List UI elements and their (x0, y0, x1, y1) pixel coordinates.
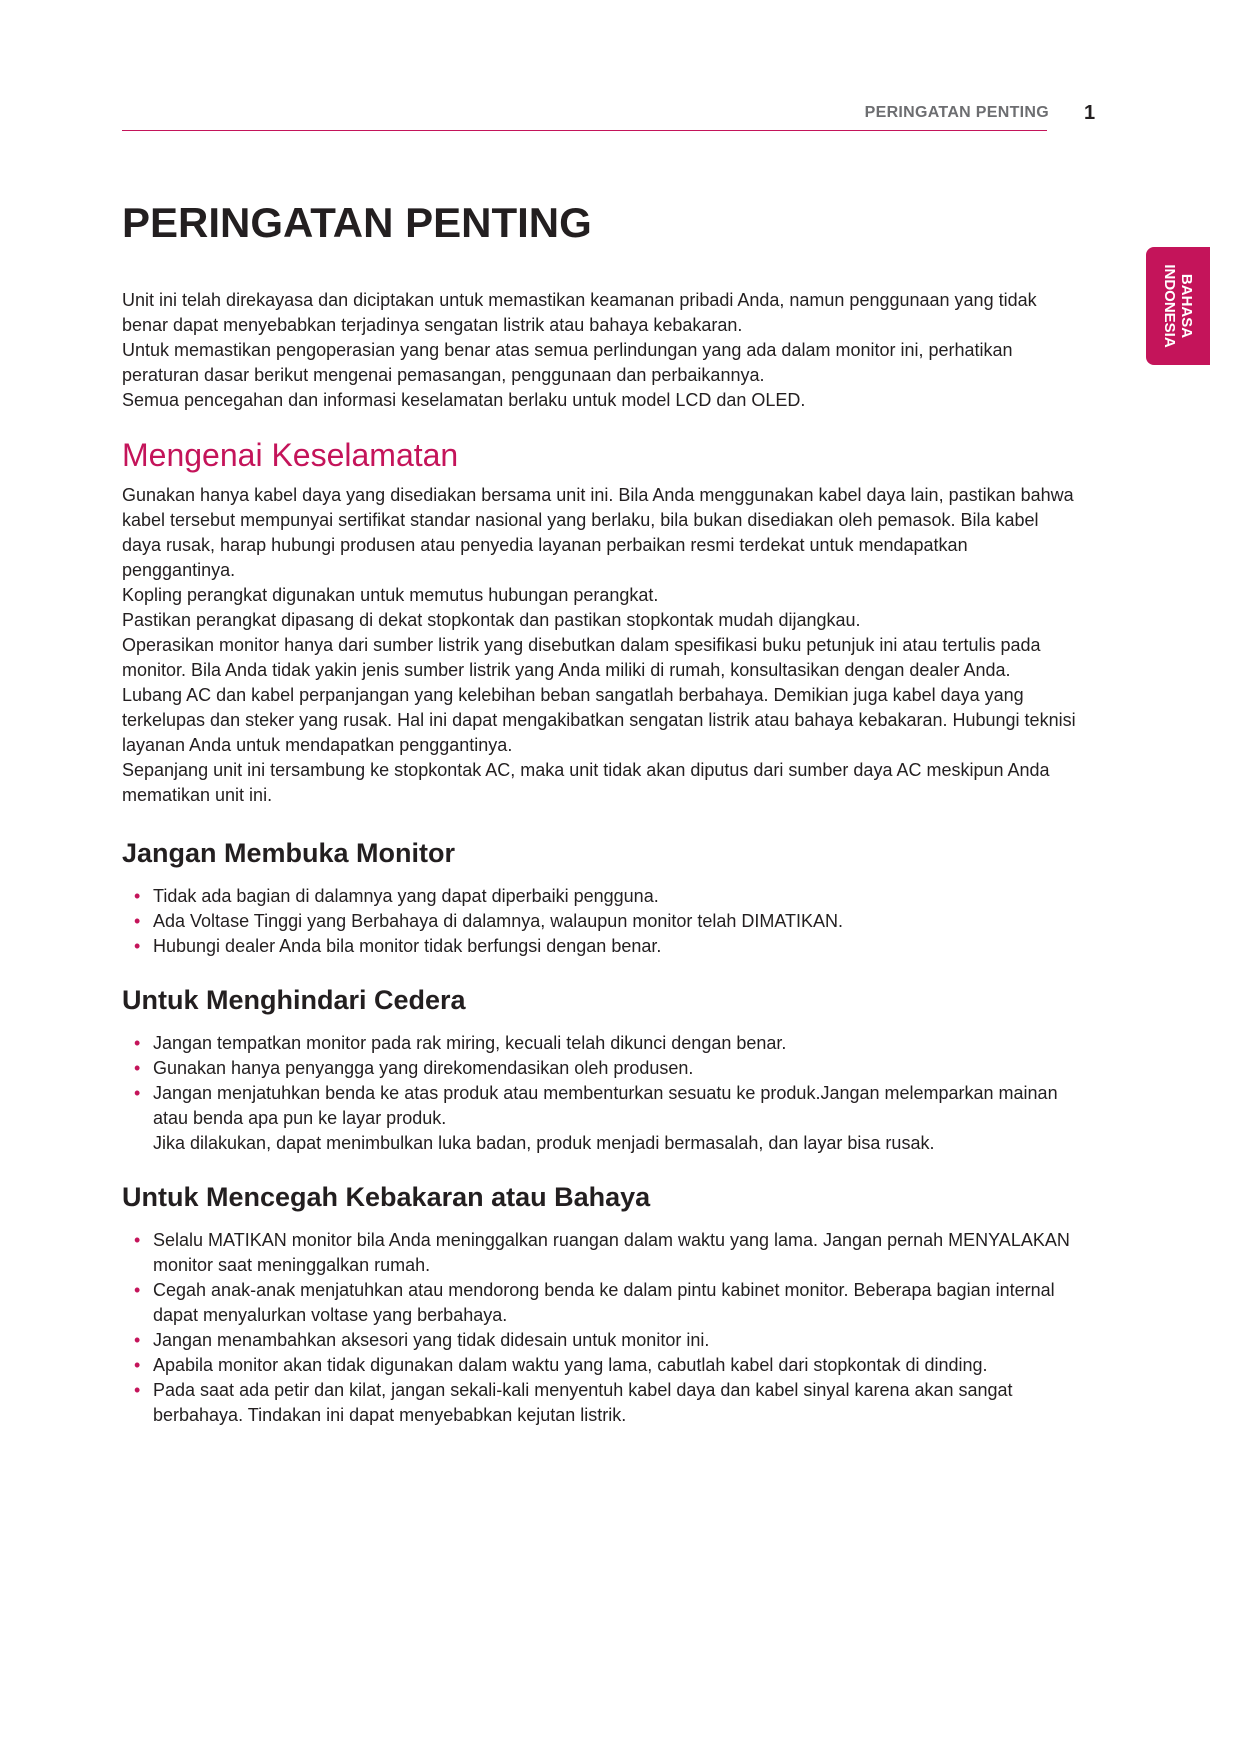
language-tab-line-2: INDONESIA (1161, 264, 1178, 348)
bullet-list-prevent-fire (122, 1228, 1082, 1428)
bullet-icon: • (134, 911, 141, 931)
bullet-icon: • (134, 1280, 141, 1300)
safety-paragraph: Sepanjang unit ini tersambung ke stopkontak AC, maka unit tidak akan diputus dari sumber daya AC meskipun Anda mematikan unit ini. (122, 760, 1050, 805)
page-content (122, 195, 1082, 1428)
header-divider (122, 130, 1047, 131)
list-item: • Pada saat ada petir dan kilat, jangan sekali-kali menyentuh kabel daya dan kabel sinyal karena akan sangat berbahaya. Tindakan ini dapat menyebabkan kejutan listrik. (134, 1380, 1013, 1425)
safety-paragraph: Operasikan monitor hanya dari sumber listrik yang disebutkan dalam spesifikasi buku petunjuk ini atau tertulis pada monitor. Bila Anda tidak yakin jenis sumber listrik yang Anda miliki di rumah, konsultasikan dengan dealer Anda. (122, 635, 1041, 680)
bullet-icon: • (134, 1230, 141, 1250)
list-item: • Apabila monitor akan tidak digunakan dalam waktu yang lama, cabutlah kabel dari stopkontak di dinding. (153, 1353, 1082, 1378)
page-number: 1 (1084, 102, 1096, 124)
safety-paragraph: Lubang AC dan kabel perpanjangan yang kelebihan beban sangatlah berbahaya. Demikian juga kabel daya yang terkelupas dan steker yang rusak. Hal ini dapat mengakibatkan sengatan listrik atau bahaya kebakaran. Hubungi teknisi layanan Anda untuk mendapatkan penggantinya. (122, 685, 1076, 755)
list-item: • Tidak ada bagian di dalamnya yang dapat diperbaiki pengguna. (153, 884, 1082, 909)
safety-paragraph: Gunakan hanya kabel daya yang disediakan bersama unit ini. Bila Anda menggunakan kabel daya lain, pastikan bahwa kabel tersebut mempunyai sertifikat standar nasional yang berlaku, bila bukan disediakan oleh pemasok. Bila kabel daya rusak, harap hubungi produsen atau penyedia layanan perbaikan resmi terdekat untuk mendapatkan penggantinya. (122, 485, 1074, 580)
running-header-title: PERINGATAN PENTING (864, 104, 1049, 121)
section-heading-open-monitor: Jangan Membuka Monitor (122, 838, 456, 868)
intro-paragraph: Untuk memastikan pengoperasian yang benar atas semua perlindungan yang ada dalam monitor ini, perhatikan peraturan dasar berikut mengenai pemasangan, penggunaan dan perbaikannya. (122, 340, 1013, 385)
bullet-icon: • (134, 1083, 141, 1103)
intro-paragraph: Unit ini telah direkayasa dan diciptakan untuk memastikan keamanan pribadi Anda, namun penggunaan yang tidak benar dapat menyebabkan terjadinya sengatan listrik atau bahaya kebakaran. (122, 290, 1037, 335)
intro-paragraph: Semua pencegahan dan informasi keselamatan berlaku untuk model LCD dan OLED. (122, 390, 806, 410)
list-item: • Gunakan hanya penyangga yang direkomendasikan oleh produsen. (153, 1056, 1082, 1081)
section-heading-avoid-injury: Untuk Menghindari Cedera (122, 985, 466, 1015)
safety-paragraph: Pastikan perangkat dipasang di dekat stopkontak dan pastikan stopkontak mudah dijangkau. (122, 610, 861, 630)
intro-block (122, 288, 1082, 413)
bullet-icon: • (134, 1355, 141, 1375)
language-tab-line-1: BAHASA (1178, 273, 1195, 339)
bullet-icon: • (134, 886, 141, 906)
bullet-icon: • (134, 1058, 141, 1078)
bullet-icon: • (134, 1380, 141, 1400)
list-item-continuation: Jika dilakukan, dapat menimbulkan luka badan, produk menjadi bermasalah, dan layar bisa rusak. (153, 1133, 935, 1153)
safety-heading: Mengenai Keselamatan (122, 437, 459, 473)
section-heading-prevent-fire: Untuk Mencegah Kebakaran atau Bahaya (122, 1182, 651, 1212)
page-title: PERINGATAN PENTING (122, 199, 592, 246)
bullet-icon: • (134, 1033, 141, 1053)
list-item: • Hubungi dealer Anda bila monitor tidak berfungsi dengan benar. (153, 934, 1082, 959)
bullet-icon: • (134, 1330, 141, 1350)
list-item: • Jangan menjatuhkan benda ke atas produk atau membenturkan sesuatu ke produk.Jangan melemparkan mainan atau benda apa pun ke layar produk. Jika dilakukan, dapat menimbulkan luka badan, produk menjadi bermasalah, dan layar bisa rusak. (134, 1083, 1058, 1153)
safety-paragraph: Kopling perangkat digunakan untuk memutus hubungan perangkat. (122, 585, 659, 605)
bullet-icon: • (134, 936, 141, 956)
language-tab-label (1161, 264, 1195, 347)
language-tab (1146, 247, 1210, 365)
safety-block (122, 483, 1082, 808)
list-item: • Ada Voltase Tinggi yang Berbahaya di dalamnya, walaupun monitor telah DIMATIKAN. (153, 909, 1082, 934)
bullet-list-avoid-injury (122, 1031, 1082, 1156)
list-item: • Selalu MATIKAN monitor bila Anda meninggalkan ruangan dalam waktu yang lama. Jangan pernah MENYALAKAN monitor saat meninggalkan rumah. (134, 1230, 1070, 1275)
list-item: • Jangan menambahkan aksesori yang tidak didesain untuk monitor ini. (153, 1328, 1082, 1353)
list-item: • Cegah anak-anak menjatuhkan atau mendorong benda ke dalam pintu kabinet monitor. Beberapa bagian internal dapat menyalurkan voltase yang berbahaya. (134, 1280, 1055, 1325)
list-item: • Jangan tempatkan monitor pada rak miring, kecuali telah dikunci dengan benar. (153, 1031, 1082, 1056)
bullet-list-open-monitor (122, 884, 1082, 959)
